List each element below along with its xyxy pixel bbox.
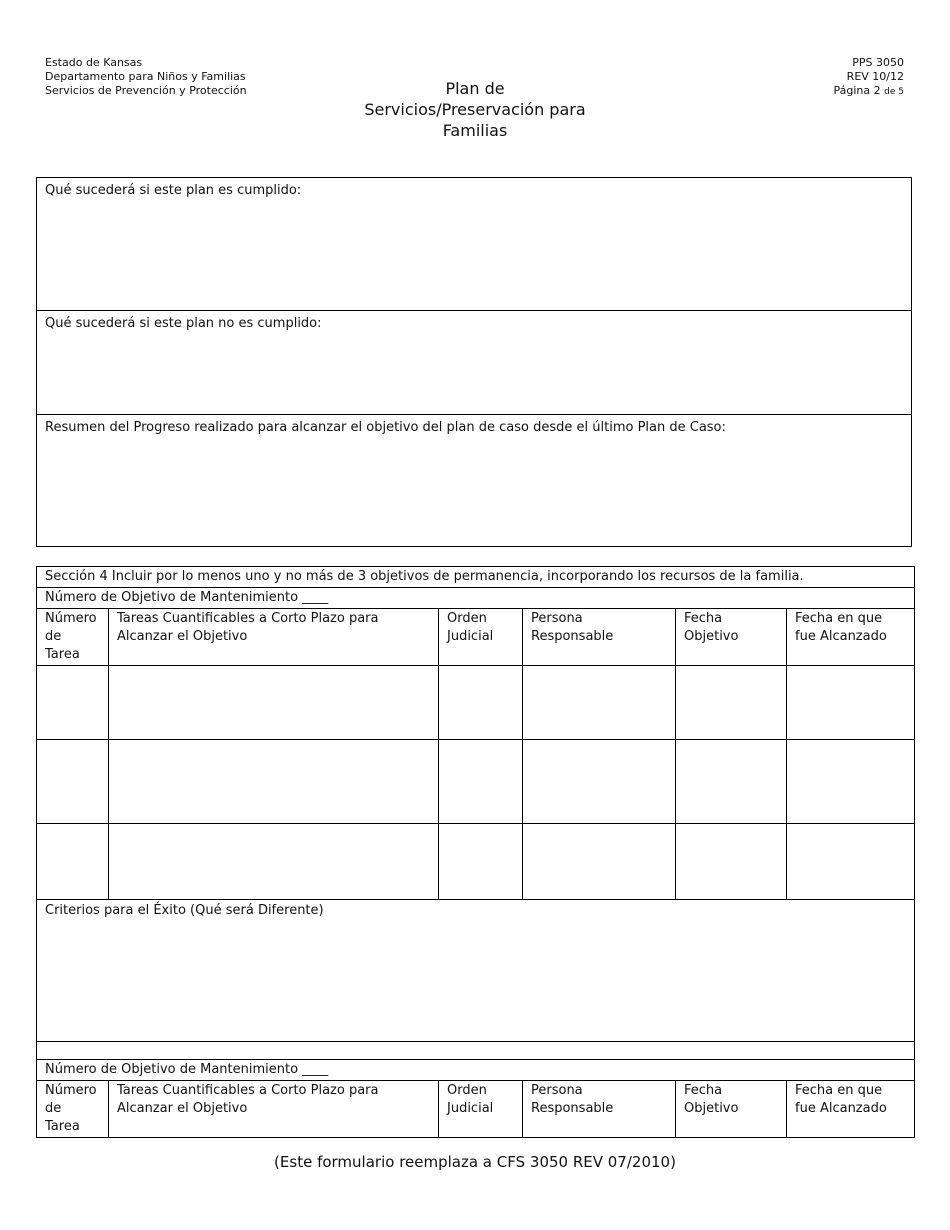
target-date-cell[interactable] <box>676 740 787 824</box>
col-achieved-date: Fecha en que fue Alcanzado <box>787 1081 915 1138</box>
agency-division: Servicios de Prevención y Protección <box>45 84 247 97</box>
if-completed-field[interactable] <box>37 178 911 311</box>
task-number-cell[interactable] <box>37 740 109 824</box>
table-row <box>37 824 915 900</box>
col-target-date: Fecha Objetivo <box>676 1081 787 1138</box>
court-order-cell[interactable] <box>439 740 523 824</box>
objective-number-field[interactable]: Número de Objetivo de Mantenimiento ____ <box>37 588 915 609</box>
achieved-date-cell[interactable] <box>787 666 915 740</box>
col-target-date: Fecha Objetivo <box>676 609 787 666</box>
col-task-number: Número de Tarea <box>37 609 109 666</box>
page-label: Página 2 <box>833 84 881 97</box>
form-title <box>325 78 625 141</box>
agency-department: Departamento para Niños y Familias <box>45 70 246 83</box>
if-completed-label: Qué sucederá si este plan es cumplido: <box>45 183 302 198</box>
col-achieved-date: Fecha en que fue Alcanzado <box>787 609 915 666</box>
agency-block <box>45 56 247 98</box>
col-court-order: Orden Judicial <box>439 1081 523 1138</box>
task-cell[interactable] <box>109 824 439 900</box>
responsible-cell[interactable] <box>523 740 676 824</box>
col-court-order: Orden Judicial <box>439 609 523 666</box>
form-revision: REV 10/12 <box>846 70 904 83</box>
section4-instruction: Sección 4 Incluir por lo menos uno y no más de 3 objetivos de permanencia, incorporando los recursos de la familia. <box>37 567 915 588</box>
task-number-cell[interactable] <box>37 666 109 740</box>
section4-table <box>36 566 915 1138</box>
page-of: de 5 <box>884 87 904 97</box>
form-title-line3: Familias <box>442 121 508 140</box>
plan-outcome-box <box>36 177 912 547</box>
footer-note: (Este formulario reemplaza a CFS 3050 REV 07/2010) <box>274 1153 676 1171</box>
target-date-cell[interactable] <box>676 666 787 740</box>
objective-number-field-2[interactable]: Número de Objetivo de Mantenimiento ____ <box>37 1060 915 1081</box>
column-headers <box>37 609 915 666</box>
form-title-line2: Servicios/Preservación para <box>364 100 586 119</box>
col-tasks: Tareas Cuantificables a Corto Plazo para Alcanzar el Objetivo <box>109 609 439 666</box>
column-headers-2 <box>37 1081 915 1138</box>
col-task-number: Número de Tarea <box>37 1081 109 1138</box>
if-not-completed-label: Qué sucederá si este plan no es cumplido: <box>45 316 322 331</box>
court-order-cell[interactable] <box>439 666 523 740</box>
task-number-cell[interactable] <box>37 824 109 900</box>
if-not-completed-field[interactable] <box>37 311 911 415</box>
progress-summary-field[interactable] <box>37 415 911 546</box>
col-tasks: Tareas Cuantificables a Corto Plazo para Alcanzar el Objetivo <box>109 1081 439 1138</box>
form-number: PPS 3050 <box>852 56 904 69</box>
success-criteria-label: Criterios para el Éxito (Qué será Diferente) <box>45 903 324 918</box>
page-number <box>834 84 904 99</box>
spacer-row <box>37 1042 915 1060</box>
progress-summary-label: Resumen del Progreso realizado para alcanzar el objetivo del plan de caso desde el último Plan de Caso: <box>45 420 726 435</box>
table-row <box>37 740 915 824</box>
col-responsible: Persona Responsable <box>523 1081 676 1138</box>
achieved-date-cell[interactable] <box>787 824 915 900</box>
table-row <box>37 666 915 740</box>
achieved-date-cell[interactable] <box>787 740 915 824</box>
agency-state: Estado de Kansas <box>45 56 143 69</box>
success-criteria-field[interactable] <box>37 900 915 1042</box>
target-date-cell[interactable] <box>676 824 787 900</box>
col-responsible: Persona Responsable <box>523 609 676 666</box>
responsible-cell[interactable] <box>523 666 676 740</box>
task-cell[interactable] <box>109 666 439 740</box>
form-id-block <box>834 56 904 99</box>
task-cell[interactable] <box>109 740 439 824</box>
court-order-cell[interactable] <box>439 824 523 900</box>
responsible-cell[interactable] <box>523 824 676 900</box>
form-title-line1: Plan de <box>445 79 505 98</box>
